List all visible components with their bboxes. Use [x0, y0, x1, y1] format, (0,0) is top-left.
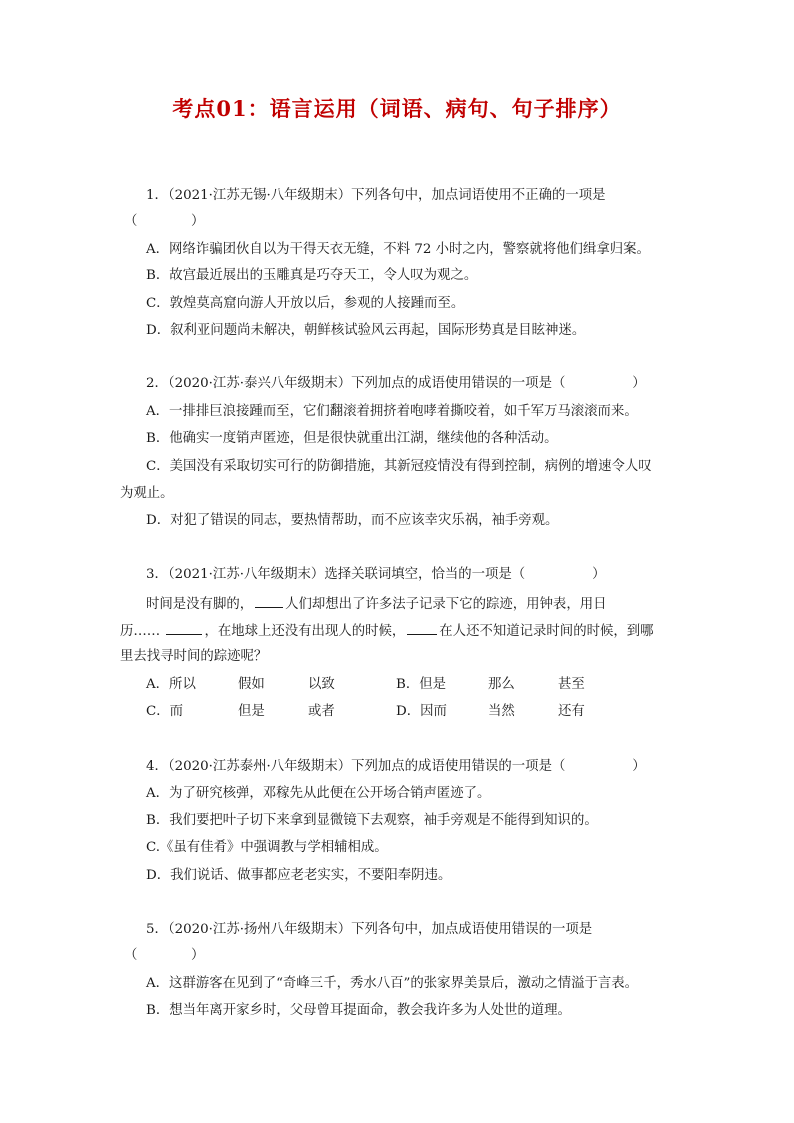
q3-option-c-word1: C．而 — [146, 704, 184, 719]
q3-passage-part: 在人还不知道记录时间的时候，到哪 — [439, 624, 654, 639]
q5-option-b: B．想当年离开家乡时，父母曾耳提面命，教会我许多为人处世的道理。 — [146, 1003, 571, 1018]
q3-option-c-word3: 或者 — [308, 704, 335, 719]
q3-passage-part: 人们却想出了许多法子记录下它的踪迹，用钟表，用日 — [285, 597, 607, 612]
fill-blank — [255, 593, 283, 608]
q3-passage-part: 历…… — [120, 624, 161, 639]
q2-stem: 2．（2020·江苏·泰兴八年级期末）下列加点的成语使用错误的一项是（ ） — [146, 376, 646, 391]
q3-option-a-word2: 假如 — [238, 677, 265, 692]
q5-option-a: A．这群游客在见到了“奇峰三千，秀水八百”的张家界美景后，激动之情溢于言表。 — [146, 976, 639, 991]
fill-blank — [407, 620, 437, 635]
q3-passage-line3: 里去找寻时间的踪迹呢？ — [120, 649, 268, 664]
q4-option-d: D．我们说话、做事都应老老实实，不要阳奉阴违。 — [146, 868, 452, 883]
q1-answer-paren: （ ） — [124, 214, 205, 229]
q2-option-c-line2: 为观止。 — [120, 486, 174, 501]
q3-option-d-word3: 还有 — [558, 704, 585, 719]
q3-option-d-word1: D．因而 — [396, 704, 447, 719]
q4-option-b: B．我们要把叶子切下来拿到显微镜下去观察，袖手旁观是不能得到知识的。 — [146, 813, 598, 828]
q4-option-a: A．为了研究核弹，邓稼先从此便在公开场合销声匿迹了。 — [146, 786, 491, 801]
q3-stem: 3．（2021·江苏·八年级期末）选择关联词填空，恰当的一项是（ ） — [146, 567, 606, 582]
q2-option-c-line1: C．美国没有采取切实可行的防御措施，其新冠疫情没有得到控制，病例的增速令人叹 — [146, 459, 652, 474]
q5-answer-paren: （ ） — [124, 948, 205, 963]
q1-option-a: A．网络诈骗团伙自以为干得天衣无缝，不料 72 小时之内，警察就将他们缉拿归案。 — [146, 242, 650, 257]
q1-option-d: D．叙利亚问题尚未解决，朝鲜核试验风云再起，国际形势真是目眩神迷。 — [146, 323, 586, 338]
q2-option-a: A．一排排巨浪接踵而至，它们翻滚着拥挤着咆哮着撕咬着，如千军万马滚滚而来。 — [146, 404, 638, 419]
q3-option-c-word2: 但是 — [238, 704, 265, 719]
q3-passage-part: ，在地球上还没有出现人的时候， — [204, 624, 406, 639]
q3-option-a-word1: A．所以 — [146, 677, 196, 692]
q2-option-d: D．对犯了错误的同志，要热情帮助，而不应该幸灾乐祸，袖手旁观。 — [146, 513, 559, 528]
q3-option-b-word3: 甚至 — [558, 677, 585, 692]
q3-option-a-word3: 以致 — [308, 677, 335, 692]
q3-passage-line1 — [146, 593, 607, 615]
q3-option-d-word2: 当然 — [488, 704, 515, 719]
q3-option-b-word2: 那么 — [488, 677, 515, 692]
q3-passage-part: 时间是没有脚的， — [146, 597, 254, 612]
q3-option-b-word1: B．但是 — [396, 677, 447, 692]
q4-stem: 4．（2020·江苏泰州·八年级期末）下列加点的成语使用错误的一项是（ ） — [146, 759, 646, 774]
q3-passage-line2 — [120, 620, 654, 642]
fill-blank — [166, 620, 202, 635]
q2-option-b: B．他确实一度销声匿迹，但是很快就重出江湖，继续他的各种活动。 — [146, 431, 558, 446]
q5-stem: 5．（2020·江苏·扬州八年级期末）下列各句中，加点成语使用错误的一项是 — [146, 922, 593, 937]
q3-options-row1 — [146, 675, 646, 695]
q1-option-b: B．故宫最近展出的玉雕真是巧夺天工，令人叹为观之。 — [146, 268, 478, 283]
q4-option-c: C.《虽有佳肴》中强调教与学相辅相成。 — [146, 840, 388, 855]
q1-stem: 1．（2021·江苏无锡·八年级期末）下列各句中，加点词语使用不正确的一项是 — [146, 188, 606, 203]
q3-options-row2 — [146, 702, 646, 722]
q1-option-c: C．敦煌莫高窟向游人开放以后，参观的人接踵而至。 — [146, 296, 465, 311]
page-title: 考点01：语言运用（词语、病句、句子排序） — [172, 96, 622, 121]
